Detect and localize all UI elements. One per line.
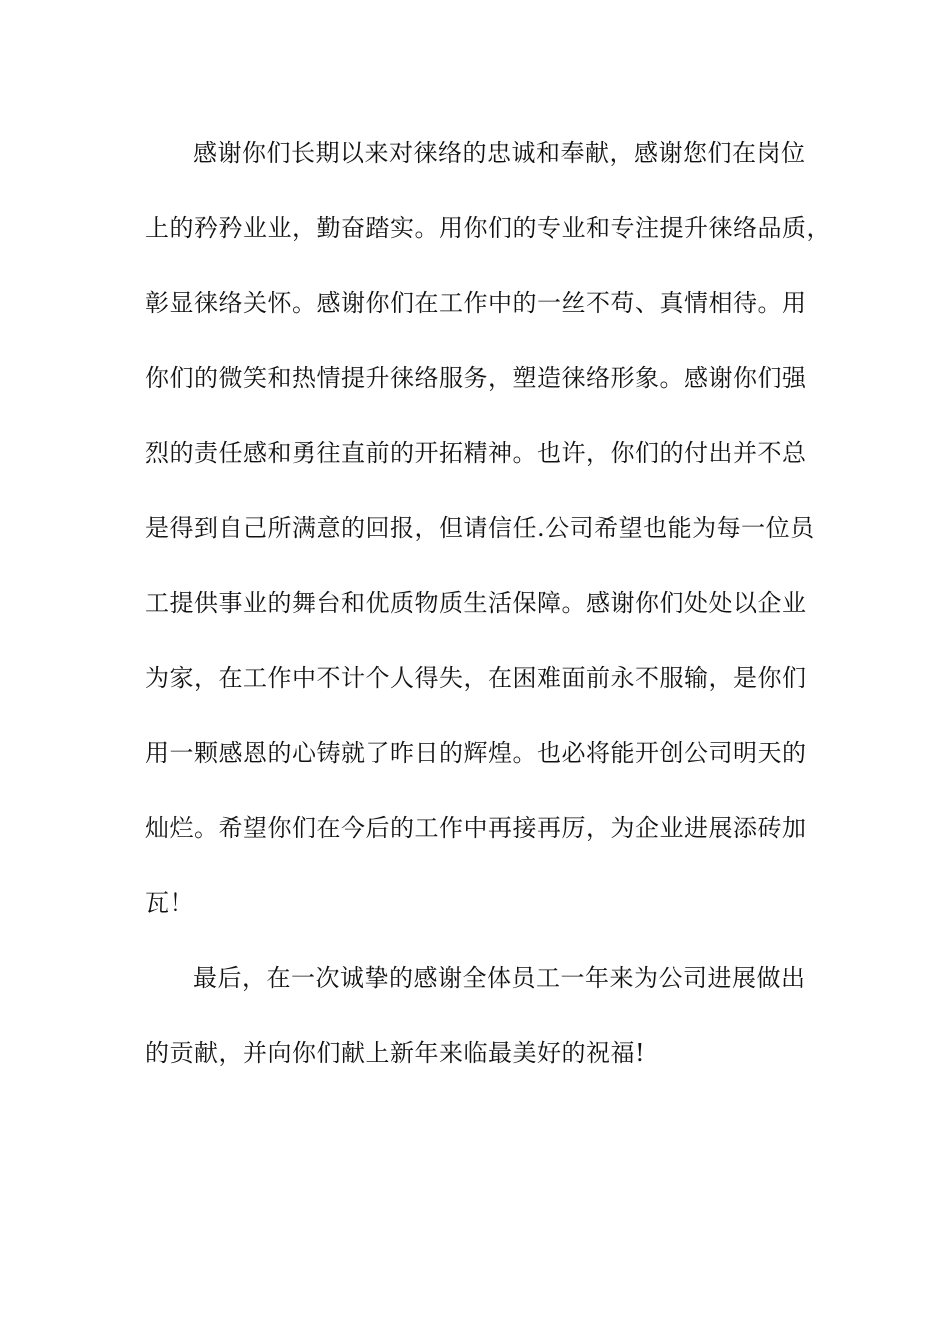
paragraph-line: 灿烂。希望你们在今后的工作中再接再厉，为企业进展添砖加 <box>145 814 807 842</box>
paragraph-line: 最后，在一次诚挚的感谢全体员工一年来为公司进展做出 <box>193 964 806 992</box>
paragraph-line: 用一颗感恩的心铸就了昨日的辉煌。也必将能开创公司明天的 <box>145 739 807 767</box>
paragraph-line: 你们的微笑和热情提升徕络服务，塑造徕络形象。感谢你们强 <box>145 364 807 392</box>
paragraph-line: 烈的责任感和勇往直前的开拓精神。也许，你们的付出并不总 <box>145 439 807 467</box>
paragraph-line: 工提供事业的舞台和优质物质生活保障。感谢你们处处以企业 <box>145 589 807 617</box>
paragraph-line: 瓦！ <box>145 889 194 917</box>
paragraph-line: 为家，在工作中不计个人得失，在困难面前永不服输，是你们 <box>145 664 807 692</box>
paragraph-line: 是得到自己所满意的回报，但请信任.公司希望也能为每一位员 <box>145 514 815 542</box>
paragraph-line: 感谢你们长期以来对徕络的忠诚和奉献，感谢您们在岗位 <box>193 139 806 167</box>
paragraph-line: 彰显徕络关怀。感谢你们在工作中的一丝不苟、真情相待。用 <box>145 289 807 317</box>
paragraph-line: 上的矜矜业业，勤奋踏实。用你们的专业和专注提升徕络品质， <box>145 214 831 242</box>
paragraph-line: 的贡献，并向你们献上新年来临最美好的祝福! <box>145 1039 646 1067</box>
